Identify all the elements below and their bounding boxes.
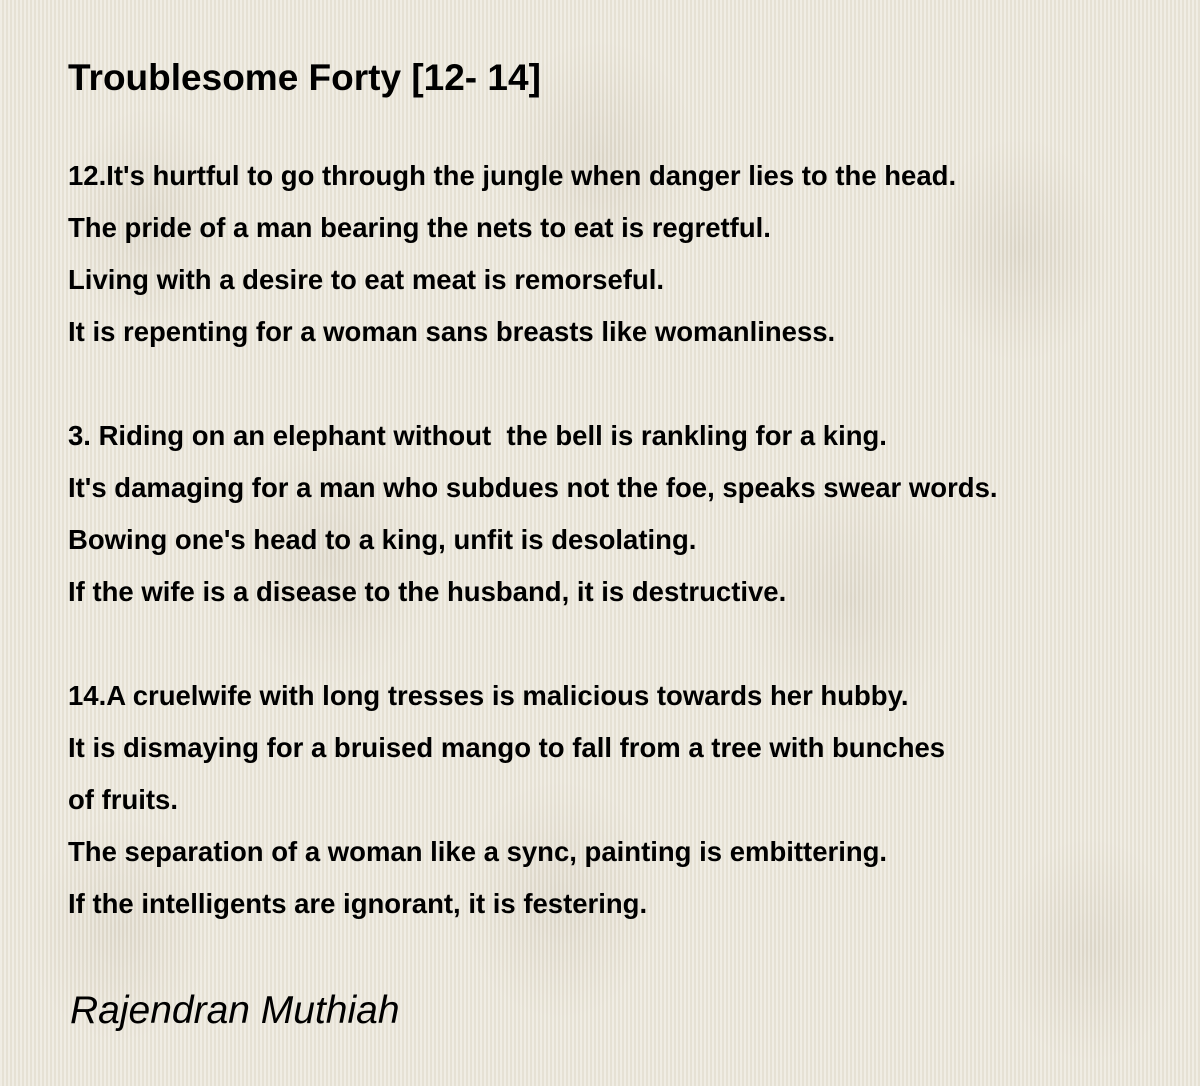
poem-line: Living with a desire to eat meat is remorseful. bbox=[68, 264, 665, 295]
poem-line: 3. Riding on an elephant without the bell is rankling for a king. bbox=[68, 420, 887, 451]
poem-line: 14.A cruelwife with long tresses is malicious towards her hubby. bbox=[68, 680, 909, 711]
poem-title: Troublesome Forty [12- 14] bbox=[68, 57, 541, 98]
poem-line: It is repenting for a woman sans breasts like womanliness. bbox=[68, 316, 836, 347]
poem-line: It is dismaying for a bruised mango to fall from a tree with bunches bbox=[68, 732, 946, 763]
poem-line: The separation of a woman like a sync, painting is embittering. bbox=[68, 836, 888, 867]
poem-line: If the wife is a disease to the husband, it is destructive. bbox=[68, 576, 787, 607]
stanza-3 bbox=[68, 670, 1193, 930]
poem-line: 12.It's hurtful to go through the jungle when danger lies to the head. bbox=[68, 160, 957, 191]
poem-author: Rajendran Muthiah bbox=[70, 989, 400, 1032]
poem-line: Bowing one's head to a king, unfit is desolating. bbox=[68, 524, 697, 555]
stanza-1 bbox=[68, 150, 1193, 358]
stanza-2 bbox=[68, 410, 1193, 618]
poem-body bbox=[68, 150, 1193, 982]
poem-line: If the intelligents are ignorant, it is festering. bbox=[68, 888, 648, 919]
poem-line: The pride of a man bearing the nets to eat is regretful. bbox=[68, 212, 771, 243]
poem-line: of fruits. bbox=[68, 784, 178, 815]
poem-line: It's damaging for a man who subdues not the foe, speaks swear words. bbox=[68, 472, 998, 503]
